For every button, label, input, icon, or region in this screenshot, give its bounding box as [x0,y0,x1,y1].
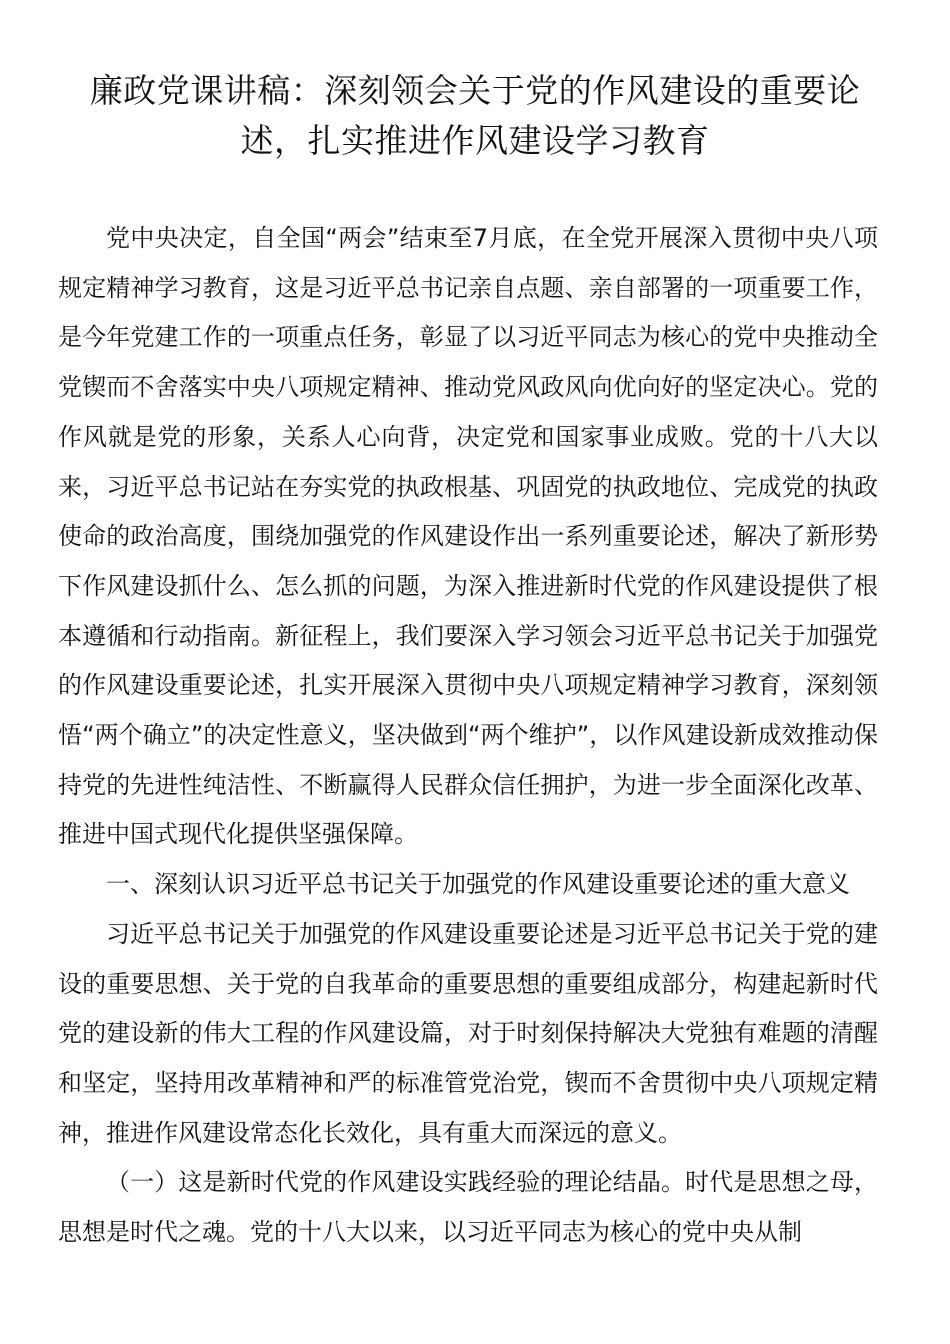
paragraph-section-1: 习近平总书记关于加强党的作风建设重要论述是习近平总书记关于党的建设的重要思想、关于党的自我革命的重要思想的重要组成部分，构建起新时代党的建设新的伟大工程的作风建设篇，对于时刻保持解决大党独有难题的清醒和坚定，坚持用改革精神和严的标准管党治党，锲而不舍贯彻中央八项规定精神，推进作风建设常态化长效化，具有重大而深远的意义。 [58,919,878,1147]
paragraph-subsection-1: （一）这是新时代党的作风建设实践经验的理论结晶。时代是思想之母，思想是时代之魂。党的十八大以来，以习近平同志为核心的党中央从制 [58,1168,878,1247]
paragraph-intro: 党中央决定，自全国“两会”结束至7月底，在全党开展深入贯彻中央八项规定精神学习教育，这是习近平总书记亲自点题、亲自部署的一项重要工作，是今年党建工作的一项重点任务，彰显了以习近平同志为核心的党中央推动全党锲而不舍落实中央八项规定精神、推动党风政风向优向好的坚定决心。党的作风就是党的形象，关系人心向背，决定党和国家事业成败。党的十八大以来，习近平总书记站在夯实党的执政根基、巩固党的执政地位、完成党的执政使命的政治高度，围绕加强党的作风建设作出一系列重要论述，解决了新形势下作风建设抓什么、怎么抓的问题，为深入推进新时代党的作风建设提供了根本遵循和行动指南。新征程上，我们要深入学习领会习近平总书记关于加强党的作风建设重要论述，扎实开展深入贯彻中央八项规定精神学习教育，深刻领悟“两个确立”的决定性意义，坚决做到“两个维护”，以作风建设新成效推动保持党的先进性纯洁性、不断赢得人民群众信任拥护，为进一步全面深化改革、推进中国式现代化提供坚强保障。 [58,224,878,849]
section-heading-1: 一、深刻认识习近平总书记关于加强党的作风建设重要论述的重大意义 [106,870,850,899]
document-body [58,214,878,1258]
document-title: 廉政党课讲稿：深刻领会关于党的作风建设的重要论述，扎实推进作风建设学习教育 [89,71,861,160]
